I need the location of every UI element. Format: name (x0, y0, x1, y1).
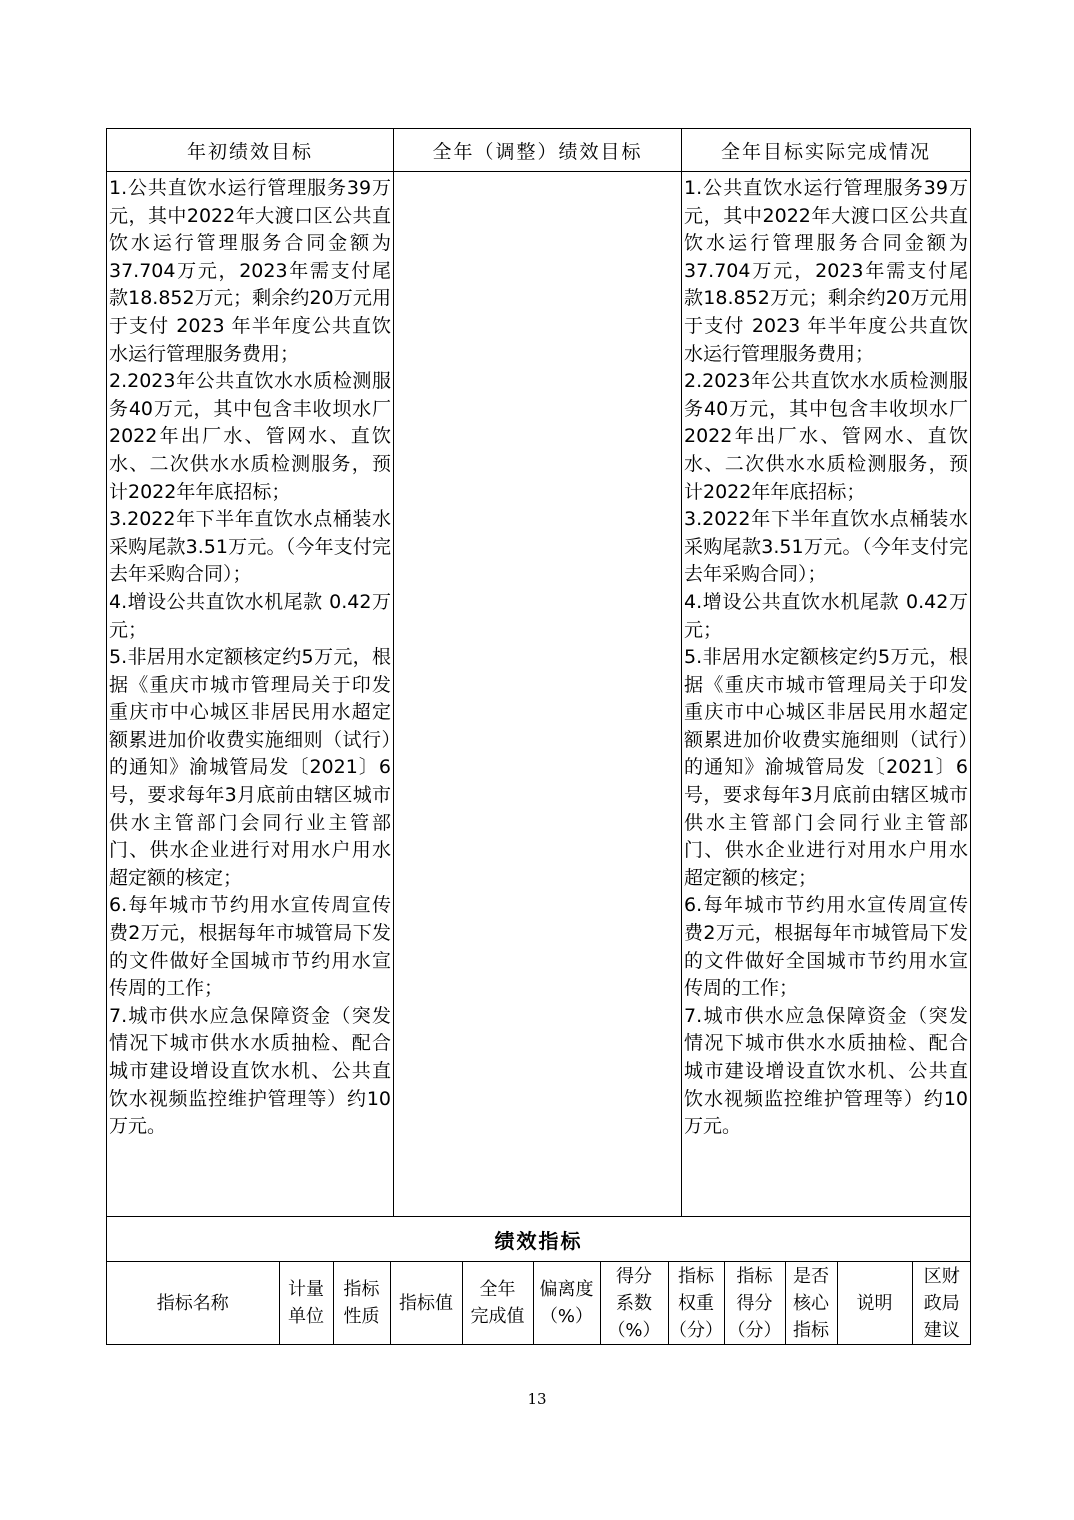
metric-header-completed: 全年 完成值 (462, 1262, 533, 1344)
initial-goal-item: 2.2023年公共直饮水水质检测服务40万元，其中包含丰收坝水厂2022年出厂水、管网水、直饮水、二次供水水质检测服务，预计2022年年底招标； (109, 370, 391, 503)
metrics-header-row (107, 1262, 971, 1345)
metric-header-bureau-advice: 区财 政局 建议 (923, 1265, 960, 1341)
completion-item: 6.每年城市节约用水宣传周宣传费2万元，根据每年市城管局下发的文件做好全国城市节约用水宣传周的工作； (684, 894, 968, 1000)
initial-goal-item: 7.城市供水应急保障资金（突发情况下城市供水水质抽检、配合城市建设增设直饮水机、公共直饮水视频监控维护管理等）约10万元。 (109, 1004, 391, 1138)
completion-item: 5.非居用水定额核定约5万元，根据《重庆市城市管理局关于印发重庆市中心城区非居民用水超定额累进加价收费实施细则（试行）的通知》渝城管局发〔2021〕6号，要求每年3月底前由辖区城市供水主管部门会同行业主管部门、供水企业进行对用水户用水超定额的核定； (684, 646, 968, 889)
completion-item: 7.城市供水应急保障资金（突发情况下城市供水水质抽检、配合城市建设增设直饮水机、公共直饮水视频监控维护管理等）约10万元。 (684, 1004, 968, 1138)
section-title: 绩效指标 (107, 1217, 971, 1262)
header-initial-goals: 年初绩效目标 (107, 129, 394, 172)
initial-goal-item: 4.增设公共直饮水机尾款 0.42万元； (109, 590, 391, 641)
metric-header-note: 说明 (837, 1262, 912, 1344)
metric-header-weight: 指标 权重 （分） (668, 1262, 724, 1344)
metric-header-score: 指标 得分 （分） (724, 1262, 785, 1344)
metric-header-score-coef: 得分 系数 （%） (600, 1262, 668, 1344)
header-actual-completion: 全年目标实际完成情况 (682, 129, 971, 172)
initial-goal-item: 6.每年城市节约用水宣传周宣传费2万元，根据每年市城管局下发的文件做好全国城市节约用水宣传周的工作； (109, 894, 391, 1000)
completion-item: 3.2022年下半年直饮水点桶装水采购尾款3.51万元。（今年支付完去年采购合同）； (684, 508, 968, 586)
metric-header-unit: 计量 单位 (279, 1262, 333, 1344)
initial-goal-item: 5.非居用水定额核定约5万元，根据《重庆市城市管理局关于印发重庆市中心城区非居民用水超定额累进加价收费实施细则（试行）的通知》渝城管局发〔2021〕6号，要求每年3月底前由辖区城市供水主管部门会同行业主管部门、供水企业进行对用水户用水超定额的核定； (109, 646, 391, 889)
metrics-header-table (107, 1262, 971, 1344)
completion-item: 2.2023年公共直饮水水质检测服务40万元，其中包含丰收坝水厂2022年出厂水、管网水、直饮水、二次供水水质检测服务，预计2022年年底招标； (684, 370, 968, 503)
actual-completion-cell (682, 172, 971, 1217)
adjusted-goals-cell (394, 172, 682, 1217)
performance-goals-table (106, 128, 971, 1345)
completion-item: 4.增设公共直饮水机尾款 0.42万元； (684, 590, 968, 641)
section-title-row (107, 1217, 971, 1262)
metrics-header-container (107, 1262, 971, 1345)
metric-header-name: 指标名称 (107, 1262, 279, 1344)
metric-header-core: 是否 核心 指标 (785, 1262, 837, 1344)
metric-header-value: 指标值 (390, 1262, 462, 1344)
metric-header-deviation: 偏离度 （%） (533, 1262, 600, 1344)
metric-header-nature: 指标 性质 (333, 1262, 390, 1344)
goals-header-row (107, 129, 971, 172)
initial-goals-cell (107, 172, 394, 1217)
initial-goal-item: 3.2022年下半年直饮水点桶装水采购尾款3.51万元。（今年支付完去年采购合同）； (109, 508, 391, 586)
initial-goal-item: 1.公共直饮水运行管理服务39万元，其中2022年大渡口区公共直饮水运行管理服务合同金额为37.704万元，2023年需支付尾款18.852万元；剩余约20万元用于支付 2023 年半年度公共直饮水运行管理服务费用； (109, 177, 391, 365)
page-number: 13 (527, 1390, 547, 1408)
header-adjusted-goals: 全年（调整）绩效目标 (394, 129, 682, 172)
completion-item: 1.公共直饮水运行管理服务39万元，其中2022年大渡口区公共直饮水运行管理服务合同金额为37.704万元，2023年需支付尾款18.852万元；剩余约20万元用于支付 2023 年半年度公共直饮水运行管理服务费用； (684, 177, 968, 365)
goals-body-row (107, 172, 971, 1217)
